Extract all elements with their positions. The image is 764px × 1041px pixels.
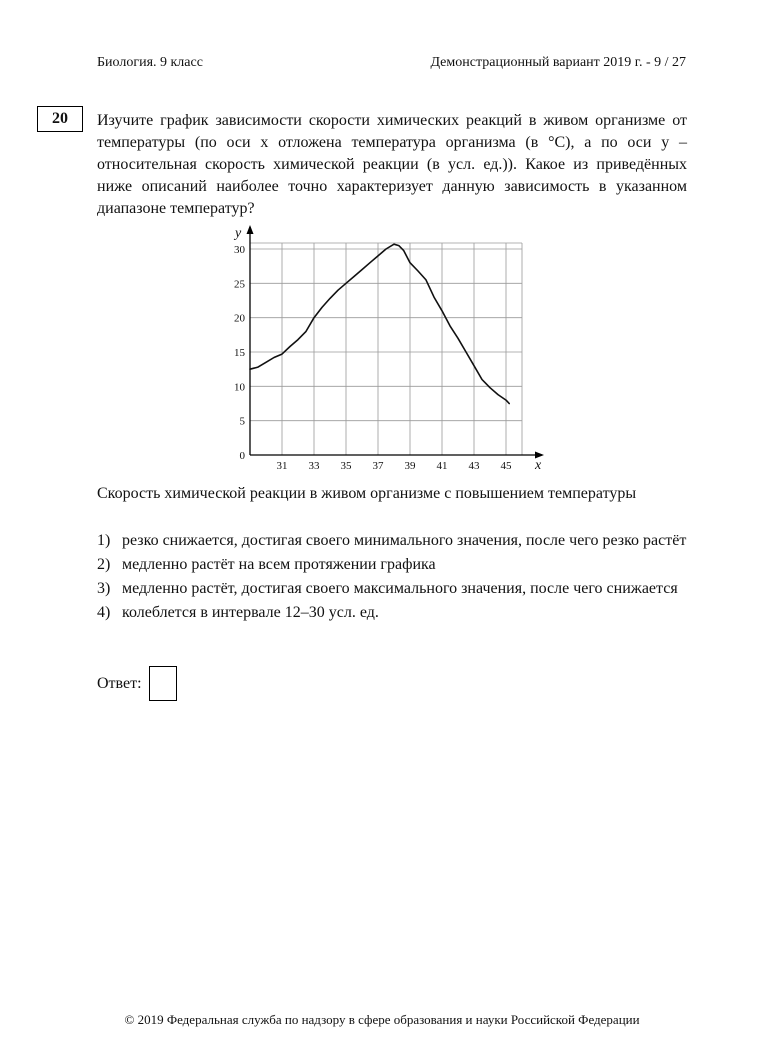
question-number: 20 [37,106,83,132]
x-axis-label: x [535,458,542,473]
answer-box[interactable] [149,666,177,701]
y-tick-label: 15 [234,347,245,359]
option-1 [97,530,687,551]
x-tick-label: 37 [372,460,384,472]
series-line-rate [250,244,509,403]
y-axis-arrow [247,225,254,234]
option-text: медленно растёт, достигая своего максимального значения, после чего снижается [122,580,678,597]
answer-options [97,530,687,626]
x-tick-label: 41 [436,460,448,472]
y-tick-label: 20 [234,312,245,325]
y-tick-label: 0 [239,450,245,462]
y-tick-label: 25 [234,278,245,291]
x-tick-label: 31 [276,460,288,472]
answer-label: Ответ: [97,674,142,692]
option-number: 2) [97,556,111,573]
option-number: 1) [97,532,111,549]
chart-series [250,244,509,403]
header-subject: Биология. 9 класс [97,55,203,70]
option-2 [97,554,687,575]
x-tick-label: 39 [404,460,416,472]
y-tick-label: 30 [234,244,245,256]
header-variant: Демонстрационный вариант 2019 г. - 9 / 27 [430,55,686,70]
chart-axes [247,225,545,459]
chart-tick-labels [233,226,542,473]
x-tick-label: 33 [308,460,320,472]
option-text: колеблется в интервале 12–30 усл. ед. [122,604,379,621]
rate-vs-temperature-chart [225,225,555,475]
option-text: резко снижается, достигая своего минимального значения, после чего резко растёт [122,532,687,549]
y-axis-label: y [235,226,242,241]
option-number: 3) [97,580,111,597]
y-tick-label: 5 [239,415,245,428]
option-text: медленно растёт на всем протяжении графика [122,556,436,573]
option-3 [97,578,687,599]
option-number: 4) [97,604,111,621]
x-tick-label: 45 [500,460,512,472]
answer-stem: Скорость химической реакции в живом организме с повышением температуры [97,485,637,502]
y-tick-label: 10 [234,381,245,394]
answer-row [97,666,177,701]
chart-grid [250,243,522,455]
footer-copyright: © 2019 Федеральная служба по надзору в сфере образования и науки Российской Федерации [124,1012,640,1027]
x-tick-label: 43 [468,460,480,472]
option-4 [97,602,687,623]
x-tick-label: 35 [340,460,352,472]
question-text: Изучите график зависимости скорости химических реакций в живом организме от температуры (по оси x отложена температура организма (в °C), а по оси y – относительная скорость химической реакции (в усл. ед.)). Какое из приведённых ниже описаний наиболее точно характеризует данную зависимость в указанном диапазоне температур? [97,112,687,217]
